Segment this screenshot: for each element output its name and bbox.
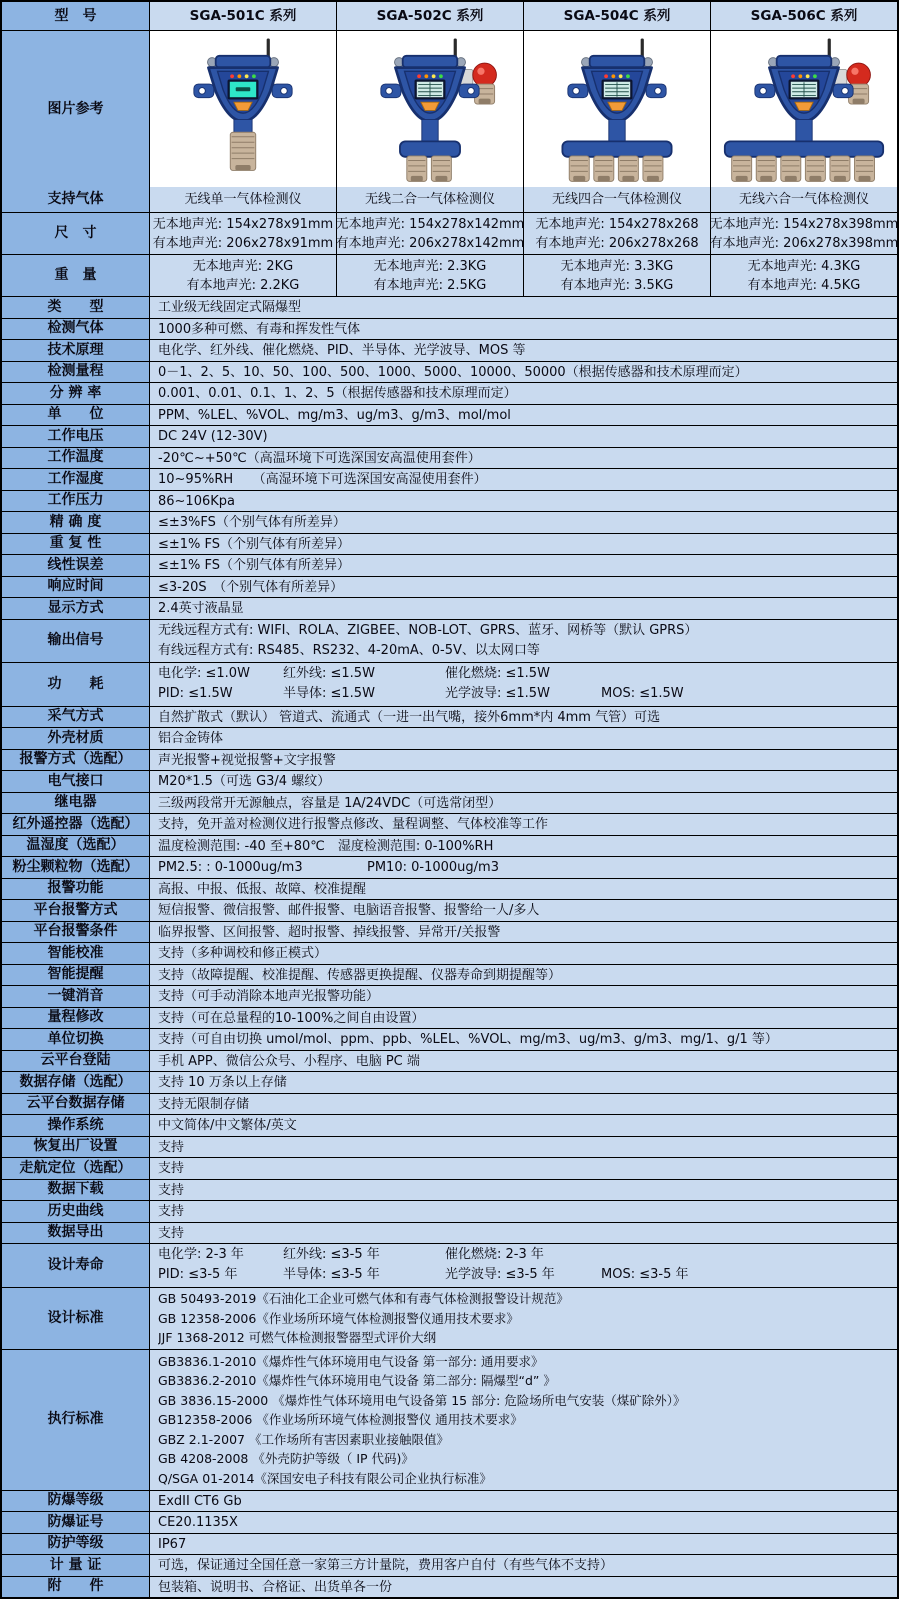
value-text: 温度检测范围: -40 至+80℃ 湿度检测范围: 0-100%RH [158,838,494,854]
spec-row [2,813,897,835]
gas-detector-illustration [526,33,708,186]
value-text: 10~95%RH （高湿环境下可选深国安高湿使用套件） [158,472,487,487]
model-header-label: 型 号 [2,2,150,30]
row-value [150,1029,897,1050]
spec-row [2,425,897,447]
value-text: 支持 [158,1139,185,1155]
row-label: 技术原理 [2,340,150,361]
value-text: -20℃~+50℃（高温环境下可选深国安高温使用套件） [158,450,481,466]
value-text: 0.001、0.01、0.1、1、2、5（根据传感器和技术原理而定） [158,386,517,401]
row-value [150,1115,897,1136]
value-segment: PID: ≤3-5 年 [158,1267,238,1283]
image-row-cells [150,31,897,187]
row-value [150,1223,897,1244]
value-text: 三级两段常开无源触点，容量是 1A/24VDC（可选常闭型） [158,795,502,811]
spec-row [2,1554,897,1576]
value-text: 0－1、2、5、10、50、100、500、1000、5000、10000、50000（根据传感器和技术原理而定） [158,364,748,380]
value-text: 无线远程方式有: WIFI、ROLA、ZIGBEE、NOB-LOT、GPRS、蓝牙、网桥等（默认 GPRS） [158,622,698,638]
spec-row [2,511,897,533]
value-text: 高报、中报、低报、故障、校准提醒 [158,881,367,897]
value-text: 支持，免开盖对检测仪进行报警点修改、量程调整、气体校准等工作 [158,817,549,832]
product-image-cell [711,31,897,187]
value-text: ≤3-20S （个别气体有所差异） [158,579,344,595]
row-label: 平台报警条件 [2,922,150,943]
row-value [150,1137,897,1158]
row-label: 精 确 度 [2,512,150,533]
value-segment: 催化燃烧: 2-3 年 [445,1247,544,1262]
spec-row [2,1243,897,1287]
row-label: 尺 寸 [2,213,150,254]
row-label: 恢复出厂设置 [2,1137,150,1158]
row-label: 智能提醒 [2,965,150,986]
row-value [150,728,897,749]
row-value [150,469,897,490]
row-value [150,943,897,964]
value-text: 支持无限制存储 [158,1096,250,1112]
row-value [150,1008,897,1029]
spec-row [2,404,897,426]
value-text: 支持 [158,1225,185,1241]
row-value [150,1288,897,1350]
spec-row [2,942,897,964]
value-text: 手机 APP、微信公众号、小程序、电脑 PC 端 [158,1053,420,1069]
value-segment: PM10: 0-1000ug/m3 [367,860,499,875]
row-label: 工作湿度 [2,469,150,490]
value-text: 有本地声光: 206x278x142mm [335,235,525,251]
value-text: GB3836.1-2010《爆炸性气体环境用电气设备 第一部分: 通用要求》 [158,1353,544,1369]
spec-row [2,662,897,706]
row-value [150,857,897,878]
value-text: GB 50493-2019《石油化工企业可燃气体和有毒气体检测报警设计规范》 [158,1291,569,1306]
row-label: 重 量 [2,255,150,296]
value-segment: 红外线: ≤3-5 年 [283,1247,380,1262]
row-label: 单位切换 [2,1029,150,1050]
product-column-header [524,2,711,30]
spec-row [2,339,897,361]
product-series-name: SGA-504C 系列 [563,7,671,24]
value-text: 中文简体/中文繁体/英文 [158,1118,297,1133]
value-text: 无本地声光: 154x278x142mm [335,216,525,232]
row-value [150,620,897,663]
row-value [150,534,897,555]
value-text: 无本地声光: 154x278x91mm [152,216,334,232]
spec-row [2,1287,897,1350]
row-value [150,383,897,404]
row-value [150,922,897,943]
spec-row [2,1179,897,1201]
value-text: 有本地声光: 2.2KG [186,277,300,293]
value-text: 无线单一气体检测仪 [184,192,302,207]
row-label: 工作温度 [2,448,150,469]
row-value [150,900,897,921]
spec-row [2,856,897,878]
value-cell [150,213,337,254]
value-cell [711,213,897,254]
row-label: 功 耗 [2,663,150,706]
spec-row [2,1157,897,1179]
product-image-cell [524,31,711,187]
product-series-name: SGA-502C 系列 [376,7,484,24]
row-label: 工作电压 [2,426,150,447]
value-text: 无本地声光: 2.3KG [373,258,487,274]
value-text: 无线六合一气体检测仪 [738,192,869,207]
row-label: 外壳材质 [2,728,150,749]
value-text: ExdII CT6 Gb [158,1493,242,1509]
value-text: ≤±3%FS（个别气体有所差异） [158,515,346,530]
spec-row [2,1200,897,1222]
spec-row [2,533,897,555]
spec-row [2,770,897,792]
value-text: IP67 [158,1536,187,1552]
value-text: 包装箱、说明书、合格证、出货单各一份 [158,1579,393,1595]
row-value [150,1201,897,1222]
row-value [150,362,897,383]
row-label: 继电器 [2,793,150,814]
row-value [150,879,897,900]
value-segment: 半导体: ≤3-5 年 [283,1267,380,1283]
product-series-name: SGA-501C 系列 [189,7,297,24]
header-columns [150,2,897,30]
value-segment: PM2.5: : 0-1000ug/m3 [158,860,303,875]
row-value [150,707,897,728]
value-text: 无本地声光: 3.3KG [560,258,674,274]
value-cell [150,255,337,296]
spec-row [2,490,897,512]
row-label: 走航定位（选配） [2,1158,150,1179]
row-value [150,1158,897,1179]
value-segment: MOS: ≤3-5 年 [601,1267,689,1283]
value-text: 无本地声光: 154x278x398mm [709,216,899,232]
row-label: 报警方式（选配） [2,750,150,771]
row-label: 防爆等级 [2,1491,150,1512]
value-text: 1000多种可燃、有毒和挥发性气体 [158,321,361,337]
value-text: 支持（可在总量程的10-100%之间自由设置） [158,1010,425,1026]
image-row [2,30,897,187]
spec-row [2,1028,897,1050]
row-value [150,663,897,706]
value-text: CE20.1135X [158,1515,238,1530]
value-cell [337,187,524,212]
value-cell [524,187,711,212]
row-values [150,187,897,212]
product-column-header [150,2,337,30]
value-segment: PID: ≤1.5W [158,686,233,702]
spec-row [2,964,897,986]
row-value [150,750,897,771]
row-label: 红外遥控器（选配） [2,814,150,835]
spec-row [2,921,897,943]
value-text: 86~106Kpa [158,493,235,509]
row-values [150,213,897,254]
row-label: 数据存储（选配） [2,1072,150,1093]
value-line [158,858,889,877]
row-value [150,1244,897,1287]
value-cell [337,255,524,296]
value-text: 有本地声光: 206x278x91mm [152,235,334,251]
value-text: 电化学、红外线、催化燃烧、PID、半导体、光学波导、MOS 等 [158,343,526,358]
row-label: 计 量 证 [2,1555,150,1576]
row-value [150,1051,897,1072]
row-label: 智能校准 [2,943,150,964]
value-cell [524,213,711,254]
row-value [150,771,897,792]
row-label: 设计标准 [2,1288,150,1350]
spec-row [2,554,897,576]
row-value [150,793,897,814]
row-value [150,448,897,469]
value-text: GB 12358-2006《作业场所环境气体检测报警仪通用技术要求》 [158,1310,519,1326]
value-segment: 光学波导: ≤3-5 年 [445,1267,555,1283]
value-text: 有本地声光: 4.5KG [747,277,861,293]
row-label: 历史曲线 [2,1201,150,1222]
spec-row [2,318,897,340]
row-value [150,512,897,533]
row-value [150,814,897,835]
row-values [150,255,897,296]
value-text: GB 3836.15-2000 《爆炸性气体环境用电气设备第 15 部分: 危险场所电气安装（煤矿除外）》 [158,1392,686,1408]
value-segment: MOS: ≤1.5W [601,686,684,702]
row-label: 报警功能 [2,879,150,900]
value-line [158,1265,889,1285]
row-value [150,598,897,619]
row-label: 重 复 性 [2,534,150,555]
row-label: 响应时间 [2,577,150,598]
value-cell [711,187,897,212]
row-label: 显示方式 [2,598,150,619]
spec-row [2,985,897,1007]
value-text: DC 24V (12-30V) [158,429,268,444]
row-label: 量程修改 [2,1008,150,1029]
value-text: JJF 1368-2012 可燃气体检测报警器型式评价大纲 [158,1330,437,1345]
product-image-cell [150,31,337,187]
value-text: 有本地声光: 3.5KG [560,277,674,293]
row-value [150,1350,897,1490]
row-label: 工作压力 [2,491,150,512]
row-value [150,319,897,340]
spec-row [2,706,897,728]
value-text: GBZ 2.1-2007 《工作场所有害因素职业接触限值》 [158,1431,449,1447]
spec-row [2,1222,897,1244]
spec-row [2,576,897,598]
row-label: 类 型 [2,297,150,318]
value-text: 声光报警+视觉报警+文字报警 [158,752,336,768]
value-segment: 半导体: ≤1.5W [283,686,375,702]
row-label: 防护等级 [2,1534,150,1555]
row-label: 数据导出 [2,1223,150,1244]
row-label: 支持气体 [2,187,150,212]
value-text: 有本地声光: 2.5KG [373,277,487,293]
row-label: 平台报警方式 [2,900,150,921]
spec-row [2,254,897,296]
value-text: 有本地声光: 206x278x268 [535,235,699,251]
value-cell [337,213,524,254]
row-value [150,577,897,598]
spec-row [2,899,897,921]
spec-row [2,1576,897,1598]
value-text: 支持 [158,1182,185,1198]
product-column-header [337,2,524,30]
row-value [150,1577,897,1598]
row-value [150,555,897,576]
row-value [150,426,897,447]
row-value [150,1094,897,1115]
spec-row [2,382,897,404]
value-text: 2.4英寸液晶显 [158,601,244,616]
value-segment: 电化学: ≤1.0W [158,666,250,681]
value-line [158,664,889,684]
row-label: 粉尘颗粒物（选配） [2,857,150,878]
value-text: PPM、%LEL、%VOL、mg/m3、ug/m3、g/m3、mol/mol [158,407,511,423]
value-text: M20*1.5（可选 G3/4 螺纹） [158,774,331,789]
product-column-header [711,2,897,30]
row-value [150,297,897,318]
value-text: 支持 [158,1161,185,1176]
spec-row [2,1349,897,1490]
row-value [150,965,897,986]
gas-detector-illustration [713,33,895,186]
row-value [150,1512,897,1533]
spec-row [2,1093,897,1115]
spec-row [2,619,897,663]
row-value [150,1491,897,1512]
value-text: 无本地声光: 2KG [192,258,294,274]
spec-row [2,296,897,318]
value-cell [150,187,337,212]
value-text: GB3836.2-2010《爆炸性气体环境用电气设备 第二部分: 隔爆型“d” 》 [158,1373,556,1388]
row-value [150,836,897,857]
spec-row [2,212,897,254]
value-text: 支持 [158,1204,185,1219]
value-text: 铝合金铸体 [158,731,224,746]
spec-row [2,1533,897,1555]
product-image-cell [337,31,524,187]
value-text: 可选，保证通过全国任意一家第三方计量院，费用客户自付（有些气体不支持） [158,1558,614,1573]
row-value [150,340,897,361]
table-header-row [2,2,897,30]
value-text: 支持 10 万条以上存储 [158,1075,287,1090]
value-text: 有本地声光: 206x278x398mm [709,235,899,251]
row-label: 设计寿命 [2,1244,150,1287]
row-label: 附 件 [2,1577,150,1598]
value-text: 支持（可手动消除本地声光报警功能） [158,989,380,1004]
row-label: 检测气体 [2,319,150,340]
row-value [150,986,897,1007]
value-text: 短信报警、微信报警、邮件报警、电脑语音报警、报警给一人/多人 [158,903,540,918]
row-label: 防爆证号 [2,1512,150,1533]
value-segment: 光学波导: ≤1.5W [445,686,550,702]
spec-row [2,187,897,212]
row-value [150,1555,897,1576]
value-segment: 电化学: 2-3 年 [158,1247,244,1262]
spec-row [2,447,897,469]
row-value [150,1180,897,1201]
value-segment: 红外线: ≤1.5W [283,666,375,681]
spec-row [2,835,897,857]
row-label: 温湿度（选配） [2,836,150,857]
value-text: ≤±1% FS（个别气体有所差异） [158,558,351,573]
value-line [158,1245,889,1265]
spec-row [2,792,897,814]
spec-row [2,1050,897,1072]
spec-row [2,361,897,383]
row-label: 操作系统 [2,1115,150,1136]
spec-row [2,597,897,619]
value-text: 工业级无线固定式隔爆型 [158,300,302,315]
row-label: 分 辨 率 [2,383,150,404]
spec-row [2,1071,897,1093]
value-segment: 催化燃烧: ≤1.5W [445,666,550,681]
value-text: 支持（故障提醒、校准提醒、传感器更换提醒、仪器寿命到期提醒等） [158,967,562,983]
value-text: 自然扩散式（默认） 管道式、流通式（一进一出气嘴，接外6mm*内 4mm 气管）可选 [158,709,661,725]
value-text: Q/SGA 01-2014《深国安电子科技有限公司企业执行标准》 [158,1470,492,1486]
value-text: 无本地声光: 4.3KG [747,258,861,274]
value-text: 有线远程方式有: RS485、RS232、4-20mA、0-5V、以太网口等 [158,642,540,658]
row-label: 云平台登陆 [2,1051,150,1072]
value-text: ≤±1% FS（个别气体有所差异） [158,536,351,552]
value-text: GB12358-2006 《作业场所环境气体检测报警仪 通用技术要求》 [158,1412,523,1427]
spec-row [2,468,897,490]
row-value [150,1072,897,1093]
product-series-name: SGA-506C 系列 [750,7,858,24]
image-row-label: 图片参考 [2,31,150,187]
spec-row [2,1136,897,1158]
gas-detector-illustration [339,33,521,186]
row-value [150,491,897,512]
row-label: 检测量程 [2,362,150,383]
spec-row [2,1490,897,1512]
spec-row [2,749,897,771]
row-label: 云平台数据存储 [2,1094,150,1115]
value-text: 临界报警、区间报警、超时报警、掉线报警、异常开/关报警 [158,924,501,940]
row-label: 电气接口 [2,771,150,792]
value-text: GB 4208-2008 《外壳防护等级（ IP 代码)》 [158,1451,414,1466]
row-label: 采气方式 [2,707,150,728]
row-label: 输出信号 [2,620,150,663]
row-label: 一键消音 [2,986,150,1007]
value-text: 无线四合一气体检测仪 [551,192,682,207]
value-cell [524,255,711,296]
spec-row [2,1114,897,1136]
row-value [150,1534,897,1555]
row-value [150,405,897,426]
row-label: 执行标准 [2,1350,150,1490]
row-label: 单 位 [2,405,150,426]
value-text: 支持（可自由切换 umol/mol、ppm、ppb、%LEL、%VOL、mg/m3、ug/m3、g/m3、mg/1、g/1 等） [158,1032,778,1047]
value-line [158,684,889,704]
spec-row [2,878,897,900]
spec-row [2,727,897,749]
spec-row [2,1007,897,1029]
gas-detector-illustration [152,33,334,186]
value-text: 无本地声光: 154x278x268 [535,216,699,232]
row-label: 数据下载 [2,1180,150,1201]
spec-row [2,1511,897,1533]
value-cell [711,255,897,296]
value-text: 无线二合一气体检测仪 [364,192,495,207]
value-text: 支持（多种调校和修正模式） [158,946,328,961]
row-label: 线性误差 [2,555,150,576]
